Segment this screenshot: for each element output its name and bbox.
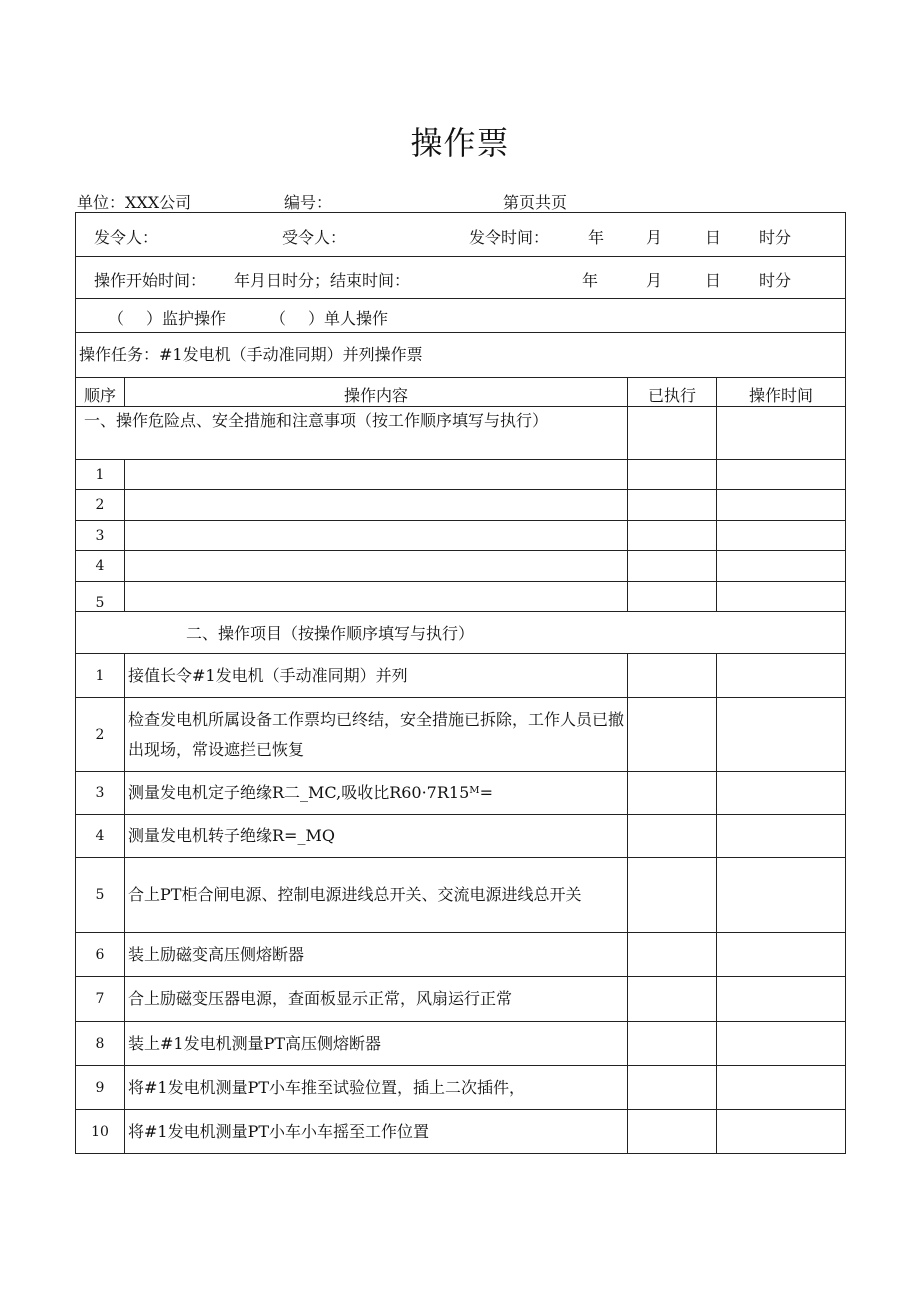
item-done-cell <box>628 654 717 698</box>
item-seq: 1 <box>76 654 125 698</box>
start-time-fill: 年月日时分；结束时间： <box>234 271 411 290</box>
item-time-cell <box>717 772 846 815</box>
section2-title: 二、操作项目（按操作顺序填写与执行） <box>76 612 846 654</box>
section1-content-cell <box>125 460 628 490</box>
issue-hour-min: 时分 <box>759 228 792 247</box>
item-seq: 5 <box>76 858 125 933</box>
item-content: 装上励磁变高压侧熔断器 <box>125 933 628 977</box>
section1-done-cell <box>628 407 717 460</box>
receiver-label: 受令人： <box>282 228 347 247</box>
section1-done-cell <box>628 582 717 612</box>
item-content: 测量发电机定子绝缘R二_MC,吸收比R60·7R15ᴹ= <box>125 772 628 815</box>
section1-done-cell <box>628 521 717 551</box>
item-content: 测量发电机转子绝缘R=_MQ <box>125 815 628 858</box>
col-content: 操作内容 <box>125 378 628 407</box>
section1-done-cell <box>628 460 717 490</box>
item-seq: 4 <box>76 815 125 858</box>
single-paren: （ <box>270 309 287 328</box>
item-time-cell <box>717 815 846 858</box>
item-content: 装上#1发电机测量PT高压侧熔断器 <box>125 1022 628 1066</box>
item-done-cell <box>628 815 717 858</box>
item-done-cell <box>628 858 717 933</box>
operation-mode-row <box>76 299 846 333</box>
number-label: 编号： <box>284 193 333 212</box>
section1-title: 一、操作危险点、安全措施和注意事项（按工作顺序填写与执行） <box>76 407 628 460</box>
issue-month: 月 <box>646 228 663 247</box>
col-done: 已执行 <box>628 378 717 407</box>
item-done-cell <box>628 1022 717 1066</box>
item-seq: 9 <box>76 1066 125 1110</box>
section1-time-cell <box>717 582 846 612</box>
item-time-cell <box>717 933 846 977</box>
start-time-label: 操作开始时间： <box>94 271 207 290</box>
supervised-paren: （ <box>108 309 125 328</box>
section1-time-cell <box>717 521 846 551</box>
issue-time-label: 发令时间： <box>469 228 550 247</box>
end-day: 日 <box>705 271 722 290</box>
item-content: 合上PT柜合闸电源、控制电源进线总开关、交流电源进线总开关 <box>125 858 628 933</box>
item-done-cell <box>628 977 717 1022</box>
item-time-cell <box>717 1066 846 1110</box>
page-title: 操作票 <box>410 124 510 162</box>
section1-done-cell <box>628 551 717 582</box>
item-seq: 7 <box>76 977 125 1022</box>
section1-content-cell <box>125 521 628 551</box>
supervised-operation: ）监护操作 <box>146 309 227 328</box>
item-time-cell <box>717 654 846 698</box>
unit-label: 单位：XXX公司 <box>77 193 192 212</box>
item-done-cell <box>628 1110 717 1154</box>
section1-content-cell <box>125 551 628 582</box>
end-month: 月 <box>646 271 663 290</box>
item-time-cell <box>717 1110 846 1154</box>
issuer-label: 发令人： <box>94 228 159 247</box>
item-seq: 3 <box>76 772 125 815</box>
section1-time-cell <box>717 551 846 582</box>
section1-seq: 2 <box>76 490 125 521</box>
section1-seq: 4 <box>76 551 125 582</box>
item-seq: 6 <box>76 933 125 977</box>
item-content: 将#1发电机测量PT小车小车摇至工作位置 <box>125 1110 628 1154</box>
section1-seq: 1 <box>76 460 125 490</box>
section1-content-cell <box>125 582 628 612</box>
item-content: 将#1发电机测量PT小车推至试验位置，插上二次插件， <box>125 1066 628 1110</box>
task-row: 操作任务：#1发电机（手动准同期）并列操作票 <box>76 333 846 378</box>
item-done-cell <box>628 1066 717 1110</box>
end-year: 年 <box>582 271 599 290</box>
section1-content-cell <box>125 490 628 521</box>
section1-time-cell <box>717 407 846 460</box>
item-time-cell <box>717 1022 846 1066</box>
issuer-row <box>76 213 846 257</box>
item-seq: 2 <box>76 698 125 772</box>
start-end-row <box>76 257 846 299</box>
item-time-cell <box>717 858 846 933</box>
item-time-cell <box>717 977 846 1022</box>
item-time-cell <box>717 698 846 772</box>
section1-time-cell <box>717 490 846 521</box>
section1-seq: 5 <box>76 582 125 612</box>
item-seq: 10 <box>76 1110 125 1154</box>
item-done-cell <box>628 772 717 815</box>
section1-time-cell <box>717 460 846 490</box>
col-seq: 顺序 <box>76 378 125 407</box>
section1-done-cell <box>628 490 717 521</box>
item-done-cell <box>628 933 717 977</box>
item-done-cell <box>628 698 717 772</box>
single-operation: ）单人操作 <box>308 309 389 328</box>
item-content: 合上励磁变压器电源，查面板显示正常，风扇运行正常 <box>125 977 628 1022</box>
end-hour-min: 时分 <box>759 271 792 290</box>
item-content: 检查发电机所属设备工作票均已终结，安全措施已拆除，工作人员已撤出现场，常设遮拦已恢复 <box>125 698 628 772</box>
operation-ticket-table <box>75 212 846 1154</box>
col-time: 操作时间 <box>717 378 846 407</box>
page-label: 第页共页 <box>503 193 568 212</box>
section1-seq: 3 <box>76 521 125 551</box>
issue-day: 日 <box>705 228 722 247</box>
item-seq: 8 <box>76 1022 125 1066</box>
issue-year: 年 <box>588 228 605 247</box>
item-content: 接值长令#1发电机（手动准同期）并列 <box>125 654 628 698</box>
